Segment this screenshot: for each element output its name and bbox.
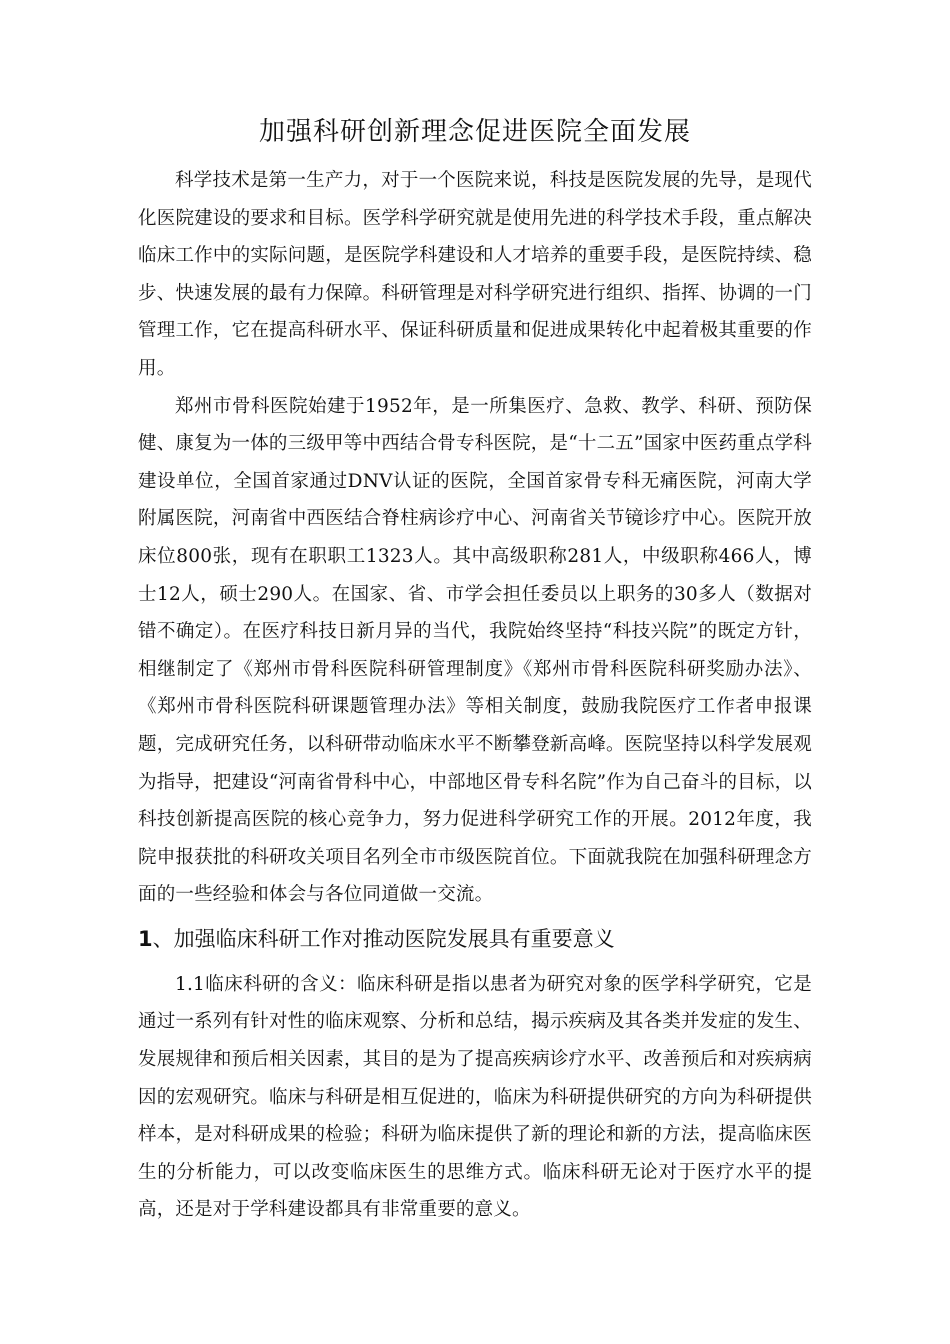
- document-title: 加强科研创新理念促进医院全面发展: [258, 117, 691, 147]
- paragraph-hospital-overview: 郑州市骨科医院始建于1952年，是一所集医疗、急救、教学、科研、预防保健、康复为一体的三级甲等中西结合骨专科医院，是“十二五”国家中医药重点学科建设单位，全国首家通过DNV认证的医院，全国首家骨专科无痛医院，河南大学附属医院，河南省中西医结合脊柱病诊疗中心、河南省关节镜诊疗中心。医院开放床位800张，现有在职职工1323人。其中高级职称281人，中级职称466人，博士12人，硕士290人。在国家、省、市学会担任委员以上职务的30多人（数据对错不确定）。在医疗科技日新月异的当代，我院始终坚持“科技兴院”的既定方针，相继制定了《郑州市骨科医院科研管理制度》《郑州市骨科医院科研奖励办法》、《郑州市骨科医院科研课题管理办法》等相关制度，鼓励我院医疗工作者申报课题，完成研究任务，以科研带动临床水平不断攀登新高峰。医院坚持以科学发展观为指导，把建设“河南省骨科中心，中部地区骨专科名院”作为自己奋斗的目标，以科技创新提高医院的核心竞争力，努力促进科学研究工作的开展。2012年度，我院申报获批的科研攻关项目名列全市市级医院首位。下面就我院在加强科研理念方面的一些经验和体会与各位同道做一交流。: [138, 395, 812, 906]
- section-heading-1: [138, 920, 812, 958]
- section-number: 1: [138, 926, 153, 951]
- section-title: 、加强临床科研工作对推动医院发展具有重要意义: [152, 926, 615, 951]
- paragraph-intro: 科学技术是第一生产力，对于一个医院来说，科技是医院发展的先导，是现代化医院建设的要求和目标。医学科学研究就是使用先进的科学技术手段，重点解决临床工作中的实际问题，是医院学科建设和人才培养的重要手段，是医院持续、稳步、快速发展的最有力保障。科研管理是对科学研究进行组织、指挥、协调的一门管理工作，它在提高科研水平、保证科研质量和促进成果转化中起着极其重要的作用。: [138, 170, 812, 379]
- paragraph-section-1-1: 1.1临床科研的含义：临床科研是指以患者为研究对象的医学科学研究，它是通过一系列有针对性的临床观察、分析和总结，揭示疾病及其各类并发症的发生、发展规律和预后相关因素，其目的是为了提高疾病诊疗水平、改善预后和对疾病病因的宏观研究。临床与科研是相互促进的，临床为科研提供研究的方向为科研提供样本，是对科研成果的检验；科研为临床提供了新的理论和新的方法，提高临床医生的分析能力，可以改变临床医生的思维方式。临床科研无论对于医疗水平的提高，还是对于学科建设都具有非常重要的意义。: [138, 973, 812, 1221]
